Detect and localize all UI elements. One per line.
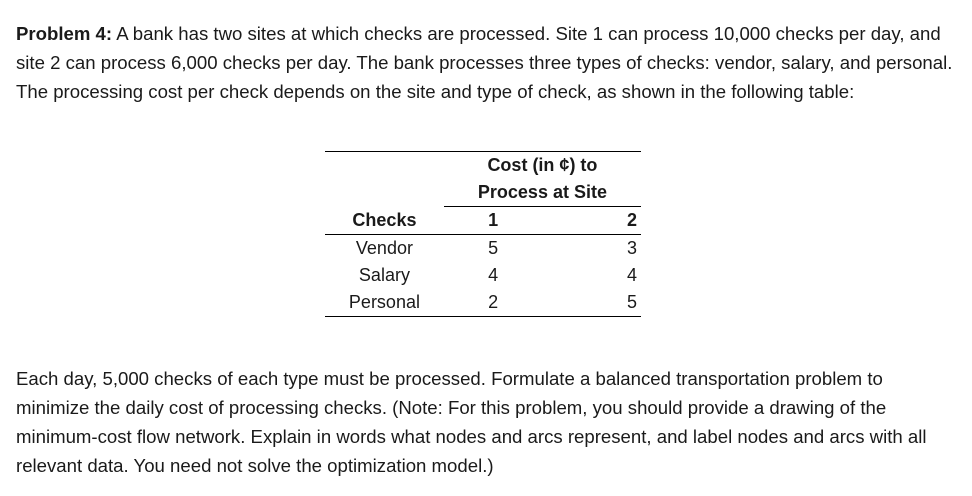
row-site2-cost: 4 [626, 265, 637, 285]
table-row [325, 262, 641, 289]
row-type-cell: Salary [358, 265, 410, 285]
row-type-cell: Personal [325, 289, 444, 317]
problem-intro-text: A bank has two sites at which checks are processed. Site 1 can process 10,000 checks per day, and site 2 can process 6,000 checks per day. The bank processes three types of checks: vendor, salary, and personal. The processing cost per check depends on the site and type of check, as shown in the following table: [16, 23, 953, 102]
problem-label: Problem 4: [16, 23, 113, 44]
cost-table [325, 151, 641, 317]
cost-header-line1: Cost (in ¢) to [444, 152, 641, 180]
row-site1-cost: 4 [488, 265, 499, 285]
column-header-site1: 1 [444, 207, 543, 235]
row-site1-cost: 2 [444, 289, 543, 317]
table-column-header-row [325, 207, 641, 235]
cost-header-line2: Process at Site [444, 179, 641, 207]
table-header-row-1 [325, 152, 641, 180]
table-row [325, 235, 641, 263]
row-site1-cost: 5 [488, 238, 499, 258]
table-row [325, 289, 641, 317]
column-header-site2: 2 [542, 207, 641, 235]
problem-outro: Each day, 5,000 checks of each type must be processed. Formulate a balanced transportation problem to minimize the daily cost of processing checks. (Note: For this problem, you should provide a drawing of the minimum-cost flow network. Explain in words what nodes and arcs represent, and label nodes and arcs with all relevant data. You need not solve the optimization model.) [16, 368, 927, 476]
row-type-cell: Vendor [355, 238, 413, 258]
row-site2-cost: 5 [542, 289, 641, 317]
row-site2-cost: 3 [626, 238, 637, 258]
problem-intro [16, 19, 956, 106]
column-header-checks: Checks [325, 207, 444, 235]
table-header-row-2 [325, 179, 641, 207]
